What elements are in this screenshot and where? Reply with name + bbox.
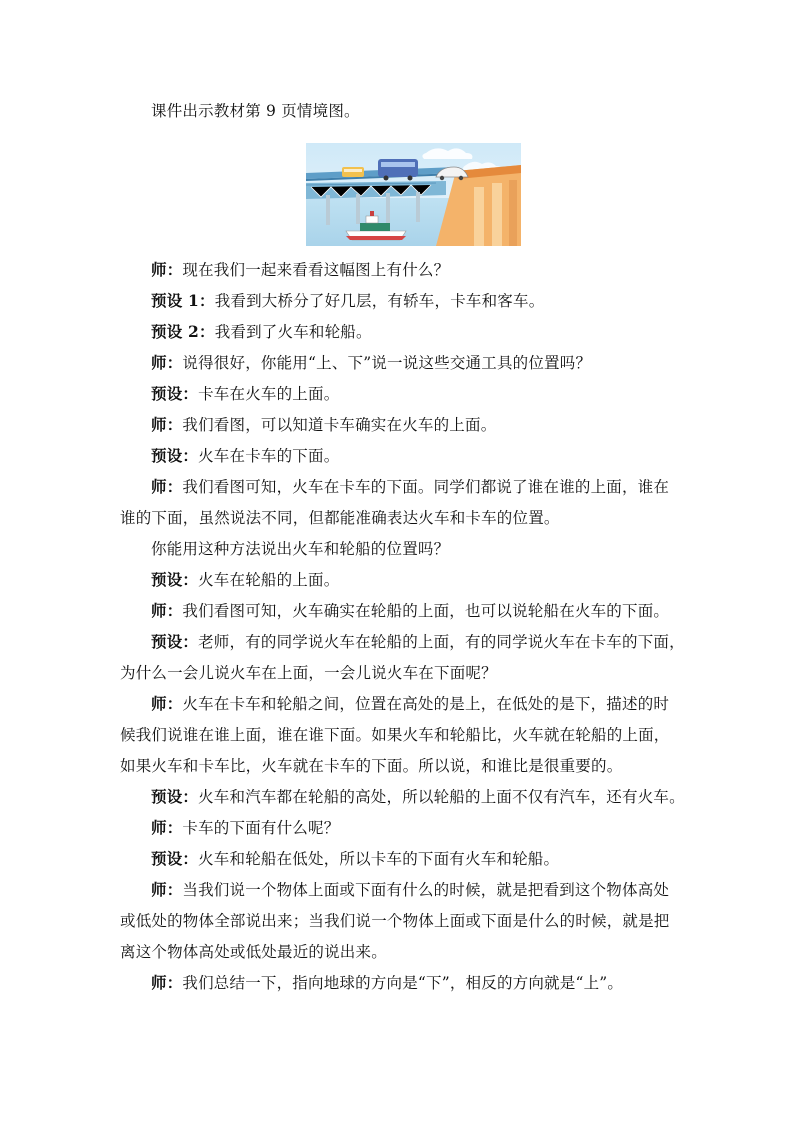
dialogue-line: 预设：老师，有的同学说火车在轮船的上面，有的同学说火车在卡车的下面， (151, 632, 685, 651)
dialogue-line: 师：我们看图可知，火车确实在轮船的上面，也可以说轮船在火车的下面。 (151, 601, 670, 620)
bridge-scene-illustration (306, 143, 521, 246)
dialogue-line: 预设：火车在轮船的上面。 (151, 570, 340, 589)
dialogue-line: 师：卡车的下面有什么呢？ (151, 818, 340, 837)
dialogue-line: 师：我们总结一下，指向地球的方向是“下”，相反的方向就是“上”。 (151, 973, 624, 992)
dialogue-line: 师：说得很好，你能用“上、下”说一说这些交通工具的位置吗？ (151, 353, 592, 372)
dialogue-line: 师：我们看图可知，火车在卡车的下面。同学们都说了谁在谁的上面，谁在 (151, 477, 670, 496)
dialogue-line: 师：当我们说一个物体上面或下面有什么的时候，就是把看到这个物体高处 (151, 880, 670, 899)
dialogue-line-continued: 或低处的物体全部说出来；当我们说一个物体上面或下面是什么的时候，就是把 (120, 912, 670, 930)
dialogue-line-continued: 离这个物体高处或低处最近的说出来。 (120, 943, 387, 961)
dialogue-line-continued: 谁的下面，虽然说法不同，但都能准确表达火车和卡车的位置。 (120, 509, 560, 527)
dialogue-line-continued: 候我们说谁在谁上面，谁在谁下面。如果火车和轮船比，火车就在轮船的上面， (120, 726, 670, 744)
dialogue-line: 你能用这种方法说出火车和轮船的位置吗？ (151, 540, 450, 558)
dialogue-line: 预设 2：我看到了火车和轮船。 (151, 322, 372, 341)
dialogue-line: 预设：火车和汽车都在轮船的高处，所以轮船的上面不仅有汽车，还有火车。 (151, 787, 685, 806)
dialogue-line-continued: 如果火车和卡车比，火车就在卡车的下面。所以说，和谁比是很重要的。 (120, 757, 623, 775)
intro-line: 课件出示教材第 9 页情境图。 (151, 102, 360, 120)
dialogue-line: 预设：火车在卡车的下面。 (151, 446, 340, 465)
dialogue-line: 师：我们看图，可以知道卡车确实在火车的上面。 (151, 415, 497, 434)
dialogue-line: 师：现在我们一起来看看这幅图上有什么？ (151, 260, 450, 279)
dialogue-line: 预设：火车和轮船在低处，所以卡车的下面有火车和轮船。 (151, 849, 560, 868)
dialogue-line: 预设 1：我看到大桥分了好几层，有轿车，卡车和客车。 (151, 291, 545, 310)
dialogue-line-continued: 为什么一会儿说火车在上面，一会儿说火车在下面呢？ (120, 664, 497, 682)
dialogue-line: 预设：卡车在火车的上面。 (151, 384, 340, 403)
dialogue-line: 师：火车在卡车和轮船之间，位置在高处的是上，在低处的是下，描述的时 (151, 694, 670, 713)
